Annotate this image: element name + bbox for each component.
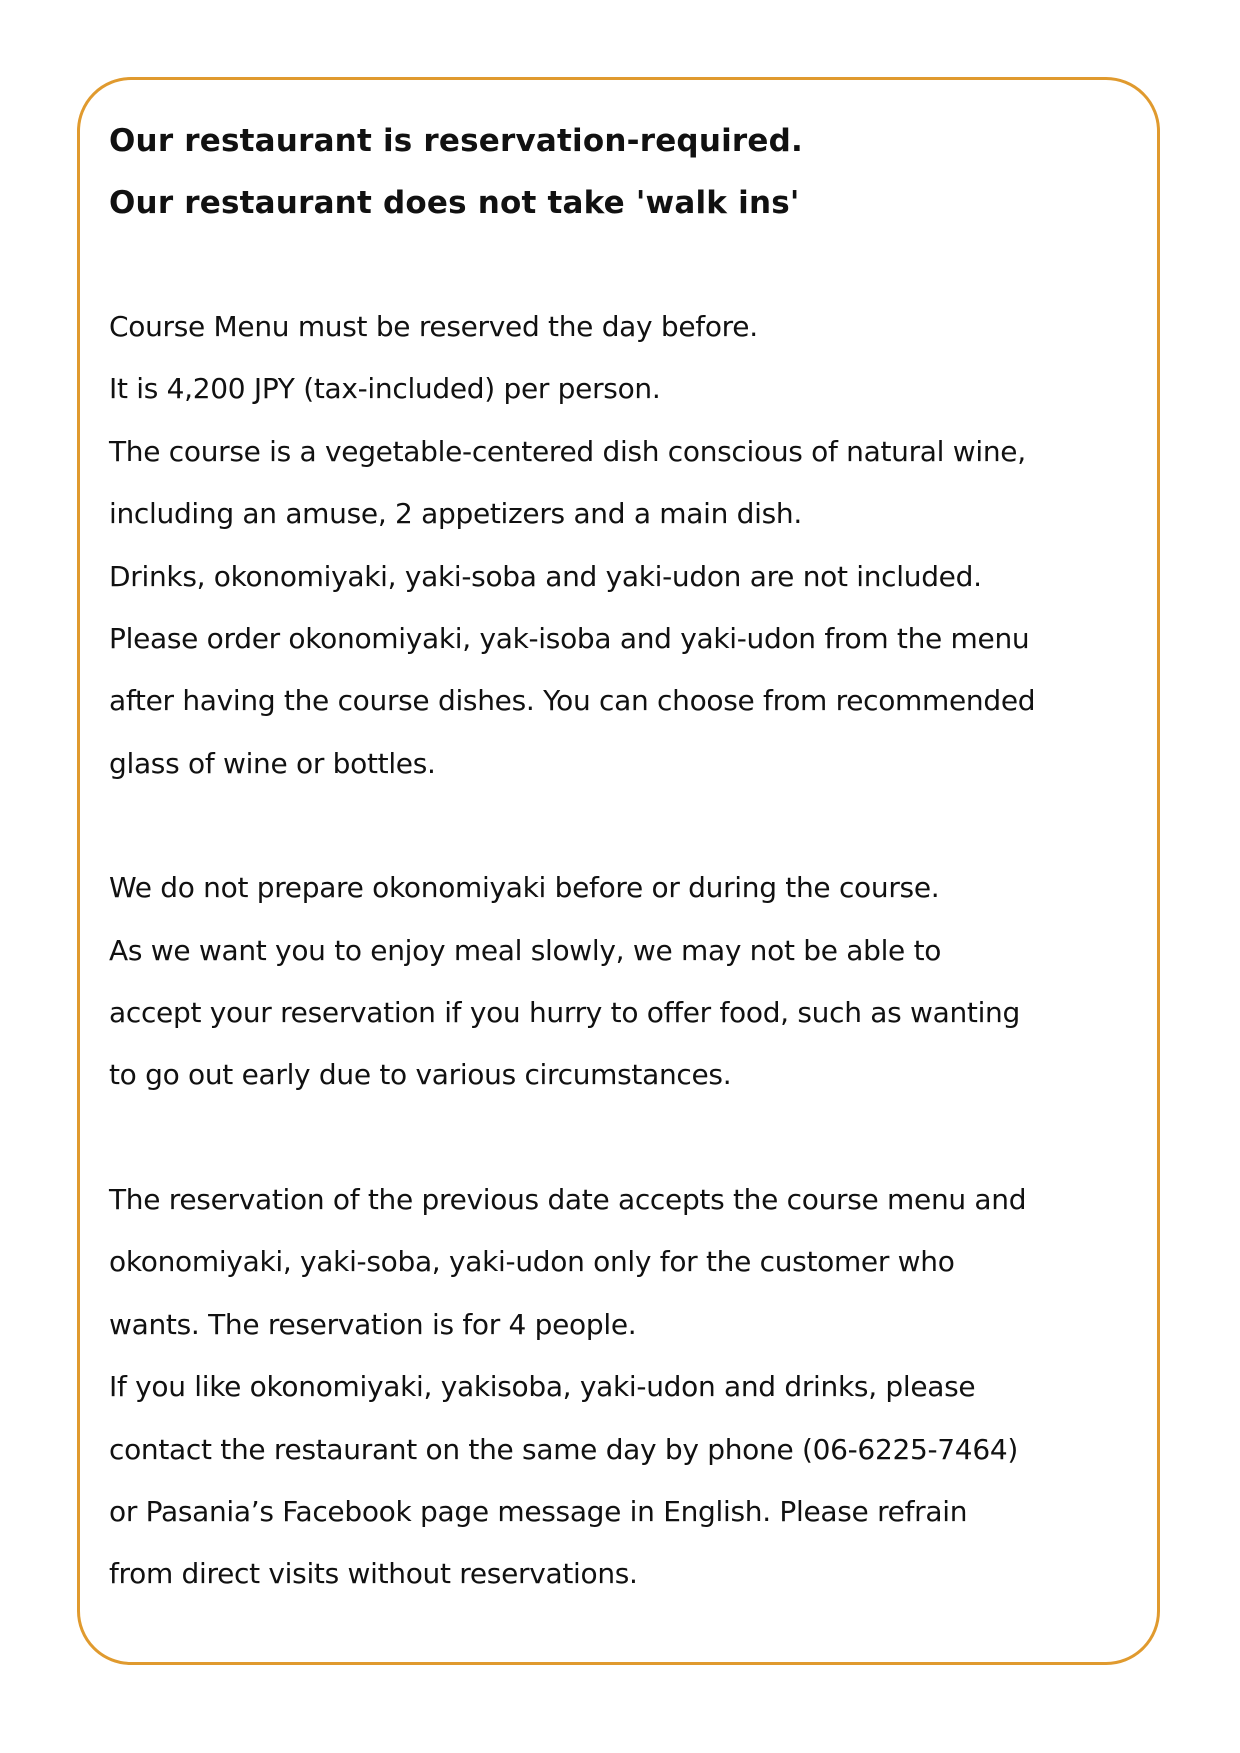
text-line: okonomiyaki, yaki-soba, yaki-udon only for the customer who (109, 1245, 955, 1279)
headline-no-walk-ins: Our restaurant does not take 'walk ins' (109, 185, 800, 221)
text-line: or Pasania’s Facebook page message in English. Please refrain (109, 1494, 968, 1528)
text-line: glass of wine or bottles. (109, 746, 436, 780)
text-line: We do not prepare okonomiyaki before or during the course. (109, 871, 940, 905)
text-line: to go out early due to various circumstances. (109, 1058, 732, 1092)
text-line: If you like okonomiyaki, yakisoba, yaki-udon and drinks, please (109, 1370, 976, 1404)
text-line: wants. The reservation is for 4 people. (109, 1307, 637, 1341)
text-line: Drinks, okonomiyaki, yaki-soba and yaki-udon are not included. (109, 559, 982, 593)
headline-reservation-required: Our restaurant is reservation-required. (109, 123, 803, 159)
text-line: Course Menu must be reserved the day before. (109, 310, 758, 343)
text-line: The reservation of the previous date accepts the course menu and (109, 1182, 1027, 1216)
headline-block (109, 110, 1149, 234)
text-line: including an amuse, 2 appetizers and a main dish. (109, 497, 802, 531)
text-line: As we want you to enjoy meal slowly, we may not be able to (109, 933, 942, 967)
paragraph-previous-date-reservation (109, 1169, 1149, 1606)
text-line: accept your reservation if you hurry to offer food, such as wanting (109, 996, 1020, 1030)
text-line: It is 4,200 JPY (tax-included) per person. (109, 372, 661, 406)
text-line: Please order okonomiyaki, yak-isoba and yaki-udon from the menu (109, 622, 1030, 656)
text-line: The course is a vegetable-centered dish conscious of natural wine, (109, 434, 1026, 468)
text-line: after having the course dishes. You can choose from recommended (109, 684, 1036, 718)
notice-content (109, 110, 1149, 1606)
paragraph-course-menu (109, 296, 1149, 795)
text-line: contact the restaurant on the same day by phone (06-6225-7464) (109, 1432, 1018, 1466)
text-line: from direct visits without reservations. (109, 1557, 638, 1591)
paragraph-okonomiyaki-timing (109, 857, 1149, 1107)
